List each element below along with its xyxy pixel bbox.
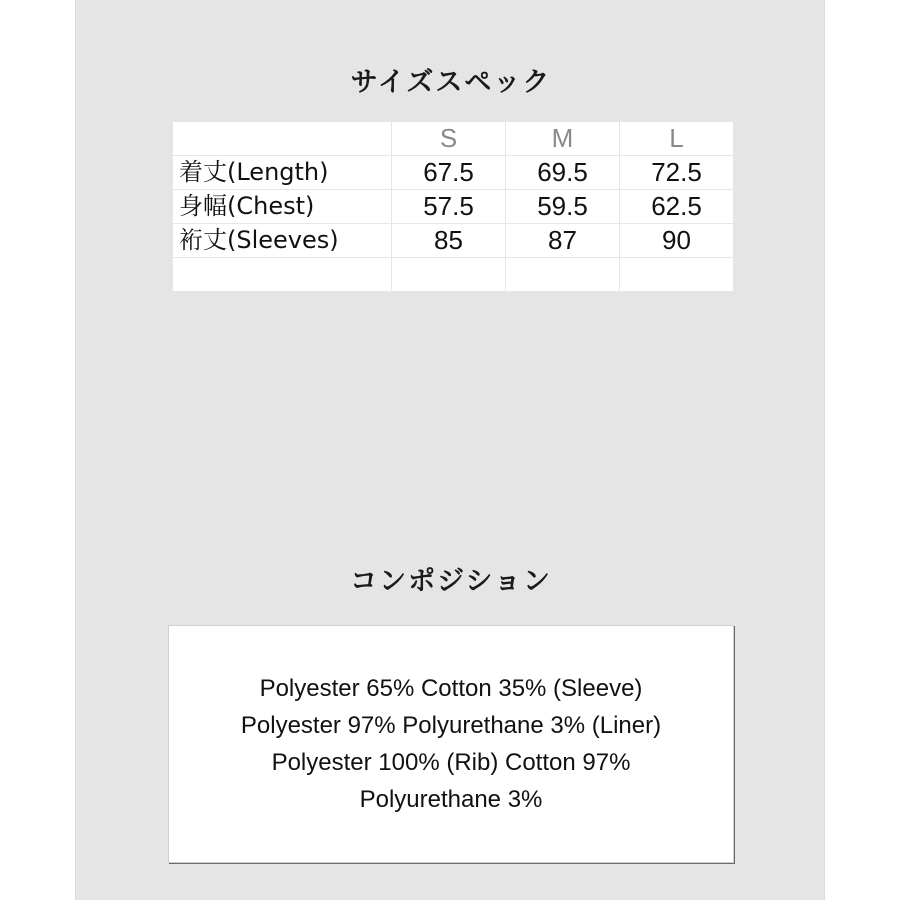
cell-l: 90 <box>620 224 734 258</box>
cell-l <box>620 258 734 292</box>
composition-line: Polyurethane 3% <box>359 786 543 813</box>
table-header-row <box>173 122 734 156</box>
cell-m: 69.5 <box>506 156 620 190</box>
row-label: 裄丈(Sleeves) <box>173 224 392 258</box>
header-cell-empty <box>173 122 392 156</box>
table-row-chest <box>173 190 734 224</box>
cell-l: 72.5 <box>620 156 734 190</box>
content-panel <box>75 0 825 900</box>
composition-box <box>168 625 734 863</box>
composition-line: Polyester 97% Polyurethane 3% (Liner) <box>240 712 662 739</box>
composition-line: Polyester 65% Cotton 35% (Sleeve) <box>259 675 643 702</box>
cell-s: 67.5 <box>392 156 506 190</box>
cell-m: 59.5 <box>506 190 620 224</box>
composition-title: コンポジション <box>350 566 552 597</box>
header-cell-m: M <box>506 122 620 156</box>
table-row-length <box>173 156 734 190</box>
cell-s <box>392 258 506 292</box>
cell-l: 62.5 <box>620 190 734 224</box>
size-spec-table <box>172 121 734 292</box>
cell-m: 87 <box>506 224 620 258</box>
table-row-sleeves <box>173 224 734 258</box>
cell-s: 57.5 <box>392 190 506 224</box>
header-cell-s: S <box>392 122 506 156</box>
composition-line: Polyester 100% (Rib) Cotton 97% <box>271 749 631 776</box>
row-label: 着丈(Length) <box>173 156 392 190</box>
row-label <box>173 258 392 292</box>
header-cell-l: L <box>620 122 734 156</box>
table-row-empty <box>173 258 734 292</box>
cell-m <box>506 258 620 292</box>
row-label: 身幅(Chest) <box>173 190 392 224</box>
cell-s: 85 <box>392 224 506 258</box>
size-spec-title: サイズスペック <box>350 67 552 98</box>
